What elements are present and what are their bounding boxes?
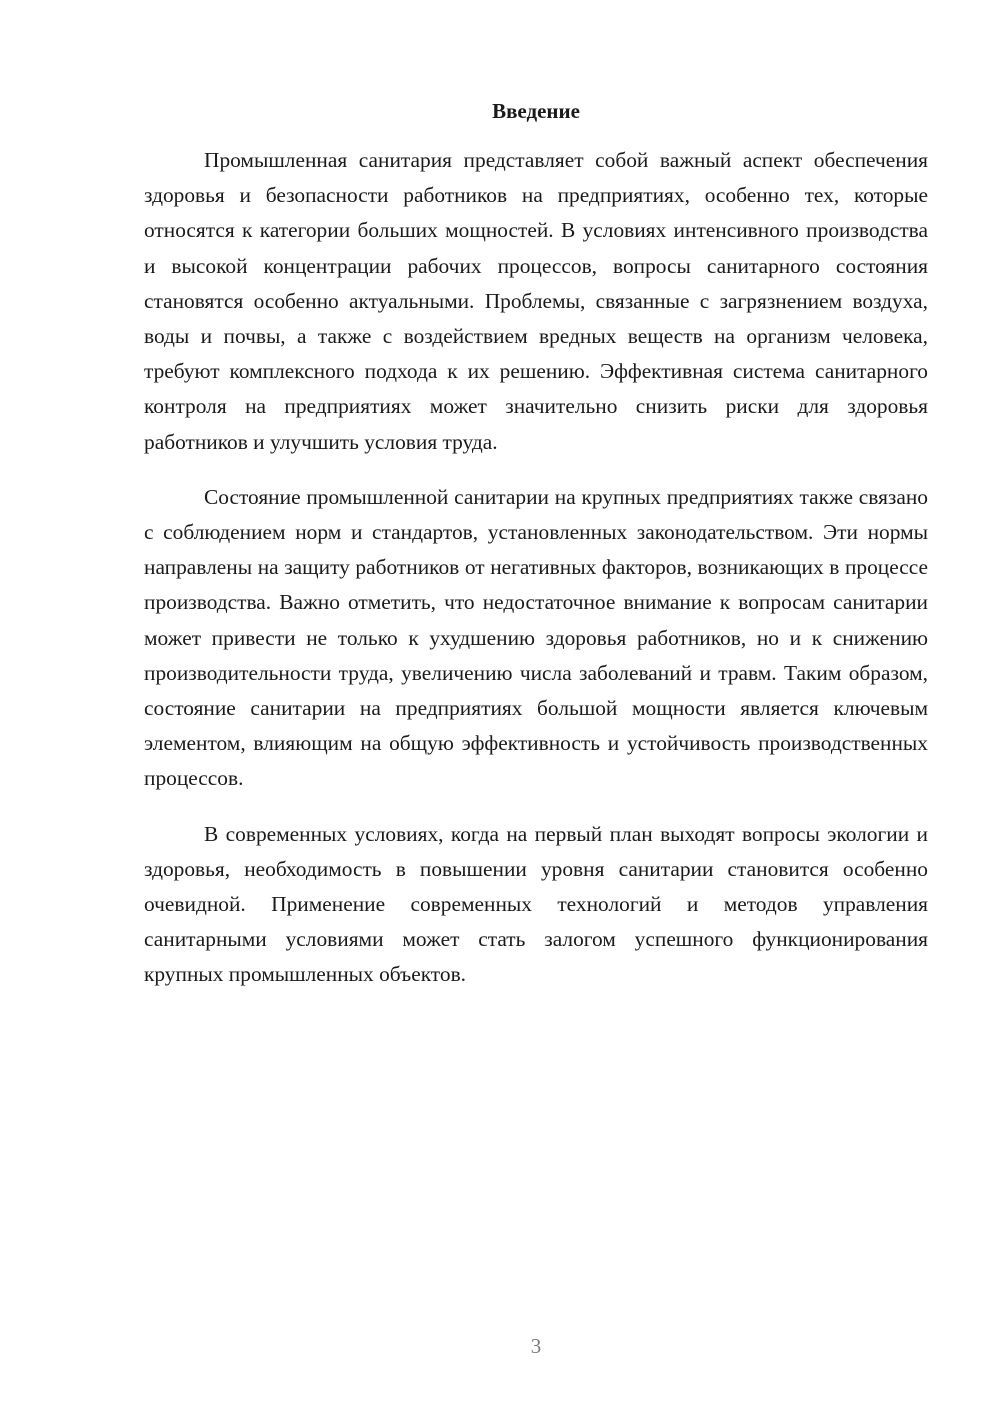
page-number: 3 (530, 1334, 542, 1358)
section-heading: Введение (492, 99, 580, 123)
paragraph-3: В современных условиях, когда на первый план выходят вопросы экологии и здоровья, необходимость в повышении уровня санитарии становится особенно очевидной. Применение современных технологий и методов управления санитарными условиями может стать залогом успешного функционирования крупных промышленных объектов. (144, 821, 928, 987)
paragraph-2: Состояние промышленной санитарии на крупных предприятиях также связано с соблюдением норм и стандартов, установленных законодательством. Эти нормы направлены на защиту работников от негативных факторов, возникающих в процессе производства. Важно отметить, что недостаточное внимание к вопросам санитарии может привести не только к ухудшению здоровья работников, но и к снижению производительности труда, увеличению числа заболеваний и травм. Таким образом, состояние санитарии на предприятиях большой мощности является ключевым элементом, влияющим на общую эффективность и устойчивость производственных процессов. (144, 484, 928, 791)
body-text (144, 143, 928, 1013)
paragraph-1: Промышленная санитария представляет собой важный аспект обеспечения здоровья и безопасности работников на предприятиях, особенно тех, которые относятся к категории больших мощностей. В условиях интенсивного производства и высокой концентрации рабочих процессов, вопросы санитарного состояния становятся особенно актуальными. Проблемы, связанные с загрязнением воздуха, воды и почвы, а также с воздействием вредных веществ на организм человека, требуют комплексного подхода к их решению. Эффективная система санитарного контроля на предприятиях может значительно снизить риски для здоровья работников и улучшить условия труда. (144, 148, 928, 454)
